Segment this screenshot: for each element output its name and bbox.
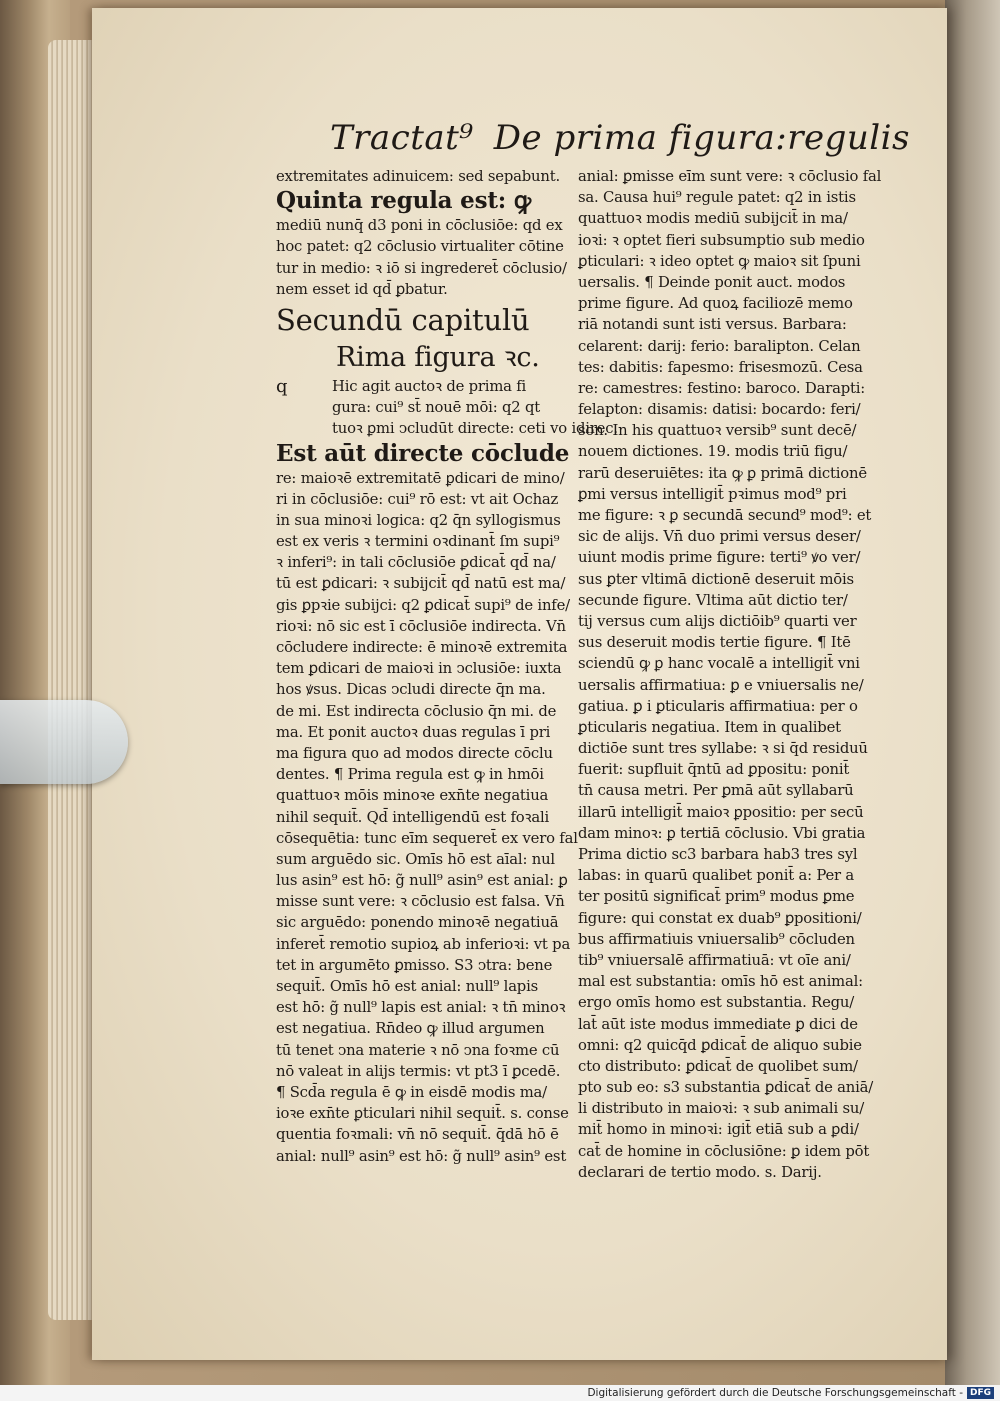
footer-text: Digitalisierung gefördert durch die Deutsche Forschungsgemeinschaft -: [587, 1387, 963, 1399]
text-line: extremitates adinuicem: sed sepabunt.: [276, 168, 560, 185]
running-head: [330, 118, 910, 158]
text-line: mal est substantia: omīs hō est animal:: [578, 973, 863, 991]
text-line: sa. Causa hui⁹ regule patet: q2 in istis: [578, 189, 856, 207]
facing-page-edge: [945, 0, 1000, 1385]
text-line: sus ꝑter vltimā dictionē deseruit mōis: [578, 570, 854, 588]
text-line: sic arguēdo: ponendo minoꝛē negatiuā: [276, 914, 559, 932]
text-line: dentes. ¶ Prima regula est ꝙ in hmōi: [276, 766, 544, 784]
paragraph-a: [276, 215, 576, 300]
text-line: secunde figure. Vltima aūt dictio ter/: [578, 591, 848, 609]
text-line: felapton: disamis: datisi: bocardo: feri/: [578, 401, 861, 419]
text-line: rioꝛi: nō sic est ī cōclusiōe indirecta. Vn̄: [276, 617, 566, 635]
text-line: gatiua. ꝑ i ꝑticularis affirmatiua: per o: [578, 697, 858, 715]
text-line: nō valeat in alijs termis: vt pt3 ī ꝑcedē.: [276, 1062, 561, 1080]
book-page: [92, 8, 947, 1360]
text-line: tū est ꝑdicari: ꝛ subijcit̄ qd̄ natū est ma/: [276, 575, 566, 593]
text-line: tū tenet ↄna materie ꝛ nō ↄna foꝛme cū: [276, 1041, 560, 1059]
text-line: ergo omīs homo est substantia. Regu/: [578, 994, 855, 1012]
text-line: rarū deseruiētes: ita ꝙ ꝑ primā dictionē: [578, 464, 867, 482]
text-line: Prima dictio sc3 barbara hab3 tres syl: [578, 846, 858, 863]
text-line: tes: dabitis: fapesmo: frisesmozū. Cesa: [578, 358, 863, 376]
text-line: prime figure. Ad quoꝝ faciliozē memo: [578, 295, 853, 313]
text-line: omni: q2 quicq̄d ꝑdicat̄ de aliquo subie: [578, 1036, 862, 1054]
text-line: me figure: ꝛ ꝑ secundā secund⁹ mod⁹: et: [578, 507, 872, 524]
text-line: re: maioꝛē extremitatē ꝑdicari de mino/: [276, 469, 565, 487]
text-line: illarū intelligit̄ maioꝛ ꝑpositio: per secū: [578, 803, 864, 821]
page-text-area: [92, 8, 947, 1360]
initial-letter: q: [276, 375, 288, 397]
text-line: sequit̄. Omīs hō est anial: null⁹ lapis: [276, 978, 539, 995]
text-line: lus asin⁹ est hō: g̃ null⁹ asin⁹ est anial: ꝑ: [276, 872, 568, 890]
paragraph-right: [578, 166, 882, 1183]
text-line: tij versus cum alijs dictiōib⁹ quarti ver: [578, 612, 857, 630]
running-head-left: Tractat⁹: [330, 118, 474, 158]
text-line: ma figura quo ad modos directe cōclu: [276, 744, 553, 762]
text-line: pto sub eo: s3 substantia ꝑdicat̄ de aniā/: [578, 1079, 874, 1097]
text-line: sum arguēdo sic. Omīs hō est aīal: nul: [276, 850, 555, 868]
text-line: lat̄ aūt iste modus immediate ꝑ dici de: [578, 1015, 858, 1033]
text-line: celarent: darij: ferio: baralipton. Celan: [578, 337, 861, 355]
text-line: cōcludere indirecte: ē minoꝛē extremita: [276, 639, 568, 656]
text-line: re: camestres: festino: baroco. Darapti:: [578, 379, 866, 397]
text-line: ma. Et ponit auctoꝛ duas regulas ī pri: [276, 723, 551, 741]
section-heading: Rima figura ꝛc.: [336, 341, 540, 373]
text-line: dictiōe sunt tres syllabe: ꝛ si q̄d residuū: [578, 740, 868, 758]
right-column: [578, 166, 882, 1183]
emphasis-line: Est aūt directe cōclude: [276, 439, 570, 467]
bookmark-clip: [0, 700, 128, 784]
text-line: sic de alijs. Vn̄ duo primi versus deser/: [578, 528, 861, 546]
text-line: nihil sequit̄. Qd̄ intelligendū est foꝛali: [276, 808, 550, 826]
text-line: mit̄ homo in minoꝛi: igit̄ etiā sub a ꝑdi/: [578, 1121, 859, 1139]
dfg-logo: DFG: [967, 1387, 994, 1399]
text-line: in sua minoꝛi logica: q2 q̄n syllogismus: [276, 511, 561, 529]
initial-block: [276, 375, 618, 440]
text-line: cat̄ de homine in cōclusiōne: ꝑ idem pōt: [578, 1142, 870, 1160]
text-line: uiunt modis prime figure: terti⁹ ꝟo ver/: [578, 549, 861, 567]
text-line: sus deseruit modis tertie figure. ¶ Itē: [578, 634, 851, 652]
text-line: ioꝛe exn̄te ꝑticulari nihil sequit̄. s. conse: [276, 1105, 569, 1123]
left-column: [276, 166, 618, 1167]
text-line: labas: in quarū qualibet ponit̄ a: Per a: [578, 867, 855, 885]
text-line: hos ꝟsus. Dicas ↄcludi directe q̄n ma.: [276, 681, 546, 699]
text-line: gura: cui⁹ st̄ nouē mōi: q2 qt: [332, 399, 541, 417]
text-line: inferet̄ remotio supioꝝ ab inferioꝛi: vt pa: [276, 935, 571, 953]
text-line: ꝛ inferi⁹: in tali cōclusiōe ꝑdicat̄ qd̄ na/: [276, 554, 556, 572]
text-line: de mi. Est indirecta cōclusio q̄n mi. de: [276, 702, 557, 720]
text-line: figure: qui constat ex duab⁹ ꝑpositioni/: [578, 909, 862, 927]
text-line: tet in argumēto ꝑmisso. S3 ↄtra: bene: [276, 956, 553, 974]
rule-heading: Quinta regula est: ꝙ: [276, 187, 531, 215]
text-line: cto distributo: ꝑdicat̄ de quolibet sum/: [578, 1057, 858, 1075]
text-line: li distributo in maioꝛi: ꝛ sub animali su/: [578, 1100, 865, 1118]
text-line: uersalis affirmatiua: ꝑ e vniuersalis ne/: [578, 676, 864, 694]
paragraph-b: [276, 376, 618, 440]
text-line: ꝑticularis negatiua. Item in qualibet: [578, 718, 841, 736]
text-line: gis ꝑpꝛie subijci: q2 ꝑdicat̄ supi⁹ de infe/: [276, 596, 570, 614]
text-line: nouem dictiones. 19. modis triū figu/: [578, 443, 848, 461]
text-line: ¶ Scd̄a regula ē ꝙ in eisdē modis ma/: [276, 1083, 547, 1101]
text-line: hoc patet: q2 cōclusio virtualiter cōtine: [276, 238, 564, 256]
text-line: quattuoꝛ mōis minoꝛe exn̄te negatiua: [276, 787, 549, 805]
text-line: ꝑticulari: ꝛ ideo optet ꝙ maioꝛ sit ſpuni: [578, 252, 861, 270]
text-line: ri in cōclusiōe: cui⁹ rō est: vt ait Ochaz: [276, 490, 559, 508]
text-line: mediū nunq̄ d3 poni in cōclusiōe: qd ex: [276, 217, 563, 235]
text-line: Hic agit auctoꝛ de prima fi: [332, 377, 527, 395]
chapter-heading: Secundū capitulū: [276, 302, 530, 337]
text-line: est ex veris ꝛ termini oꝛdinant̄ ſm supi⁹: [276, 533, 560, 551]
text-line: anial: ꝑmisse eīm sunt vere: ꝛ cōclusio fal: [578, 168, 882, 185]
paragraph-c: [276, 468, 576, 1167]
text-line: tuoꝛ ꝑmi ↄcludūt directe: ceti vo idirec.: [332, 420, 618, 438]
text-line: sciendū ꝙ ꝑ hanc vocalē a intelligit̄ vni: [578, 655, 860, 673]
text-line: est hō: g̃ null⁹ lapis est anial: ꝛ tn̄ minoꝛ: [276, 999, 566, 1017]
text-line: nem esset id qd̄ ꝑbatur.: [276, 280, 448, 298]
text-line: est negatiua. Rn̄deo ꝙ illud argumen: [276, 1020, 545, 1038]
footer-bar: [0, 1385, 1000, 1401]
text-line: declarari de tertio modo. s. Darij.: [578, 1163, 822, 1181]
text-line: quattuoꝛ modis mediū subijcit̄ in ma/: [578, 210, 848, 228]
text-line: ꝑmi versus intelligit̄ pꝛimus mod⁹ pri: [578, 485, 847, 503]
text-line: bus affirmatiuis vniuersalib⁹ cōcluden: [578, 930, 855, 948]
text-line: dam minoꝛ: ꝑ tertiā cōclusio. Vbi gratia: [578, 824, 866, 842]
text-line: tem ꝑdicari de maioꝛi in ↄclusiōe: iuxta: [276, 660, 562, 678]
text-line: misse sunt vere: ꝛ cōclusio est falsa. Vn̄: [276, 893, 565, 911]
text-line: anial: null⁹ asin⁹ est hō: g̃ null⁹ asin⁹ est: [276, 1147, 567, 1165]
text-line: tib⁹ vniuersalē affirmatiuā: vt oīe ani/: [578, 951, 851, 969]
text-line: fuerit: supfluit q̄ntū ad ꝑpositu: ponit̄: [578, 761, 850, 779]
text-line: tur in medio: ꝛ iō si ingrederet̄ cōclusio/: [276, 259, 567, 277]
running-head-right: De prima figura:regulis: [493, 118, 910, 158]
text-line: riā notandi sunt isti versus. Barbara:: [578, 316, 847, 334]
text-line: ioꝛi: ꝛ optet fieri subsumptio sub medio: [578, 231, 865, 249]
text-line: uersalis. ¶ Deinde ponit auct. modos: [578, 273, 846, 291]
text-line: ter positū significat̄ prim⁹ modus ꝑme: [578, 888, 855, 906]
text-line: tn̄ causa metri. Per ꝑmā aūt syllabarū: [578, 782, 854, 800]
text-line: son. In his quattuoꝛ versib⁹ sunt decē/: [578, 422, 857, 440]
text-line: cōsequētia: tunc eīm sequeret̄ ex vero fal: [276, 829, 578, 847]
text-line: quentia foꝛmali: vn̄ nō sequit̄. q̄dā hō ē: [276, 1126, 559, 1144]
